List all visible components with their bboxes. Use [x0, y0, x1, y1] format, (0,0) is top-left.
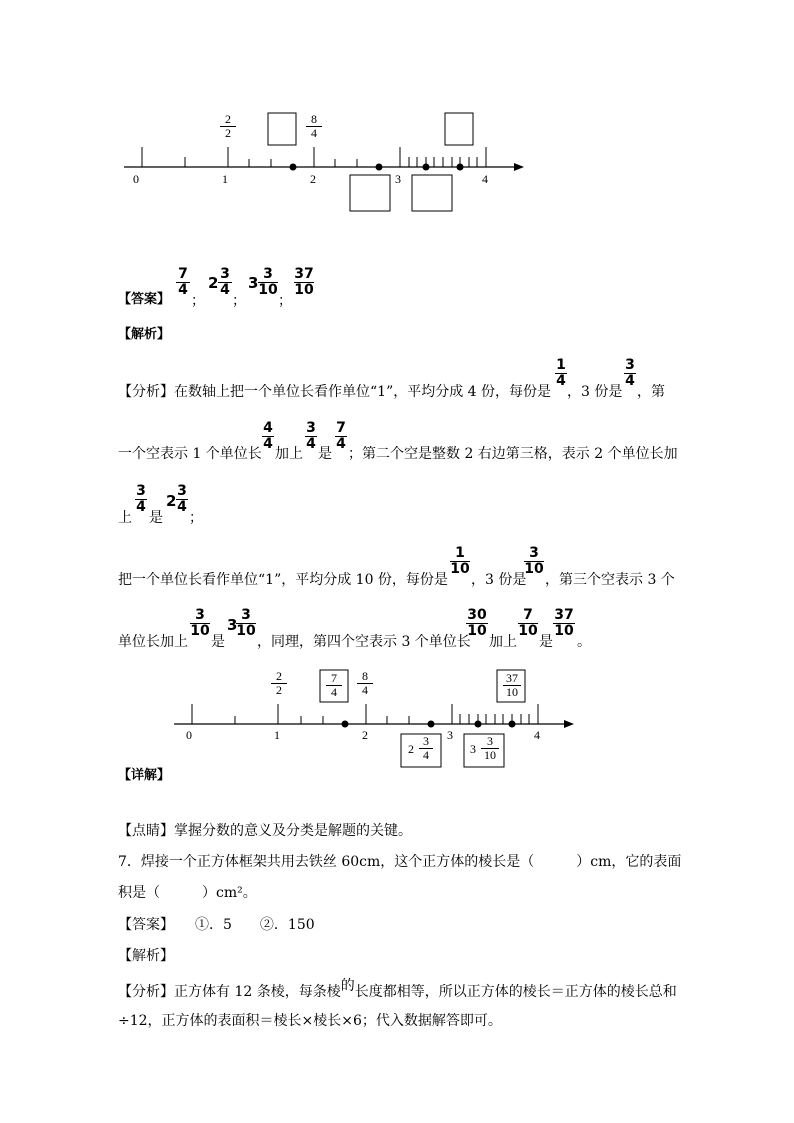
- fraction-1-4: $\frac{1}{4}$: [556, 357, 566, 389]
- point-3-3-10: [423, 164, 430, 171]
- point-37-10: [457, 164, 464, 171]
- tick-label: 0: [133, 172, 139, 186]
- number-line-2: [160, 665, 590, 775]
- question-7-line-1: 7．焊接一个正方体框架共用去铁丝 60cm，这个正方体的棱长是（ ）cm，它的表面: [118, 854, 682, 870]
- answer-fraction-3-10: $\frac{3}{10}$: [258, 266, 278, 298]
- point-3-3-10: [475, 721, 482, 728]
- dianjing-text: 【点睛】掌握分数的意义及分类是解题的关键。: [118, 823, 412, 839]
- analysis-text: ，3 份是: [471, 572, 527, 588]
- point-37-10: [509, 721, 516, 728]
- tick-label: 2: [310, 172, 316, 186]
- answer-fraction-7-4: $\frac{7}{4}$: [176, 267, 190, 298]
- box-fraction-37-10: 37 10: [503, 672, 521, 699]
- blank-box-3[interactable]: [412, 175, 452, 211]
- fraction-3-4: $\frac{3}{4}$: [177, 483, 187, 515]
- analysis-text: ；第二个空是整数 2 右边第三格，表示 2 个单位长加: [348, 446, 678, 462]
- fraction-3-10: $\frac{3}{10}$: [236, 607, 256, 639]
- analysis-text: 加上: [489, 634, 517, 650]
- analysis-text: ，同理，第四个空表示 3 个单位长: [257, 634, 471, 650]
- analysis-text: ，第三个空表示 3 个: [545, 572, 675, 588]
- answer-fraction-3-4: $\frac{3}{4}$: [218, 267, 232, 298]
- fraction-37-10: $\frac{37}{10}$: [554, 607, 574, 639]
- question-7-jiexi: 【解析】: [118, 948, 174, 964]
- mixed-whole: 2: [166, 492, 177, 510]
- jiexi-label: 【解析】: [118, 327, 171, 342]
- fraction-4-4: $\frac{4}{4}$: [263, 420, 273, 452]
- answer-fraction-37-10: $\frac{37}{10}$: [294, 266, 314, 298]
- box-fraction-7-4: 7 4: [326, 672, 342, 699]
- question-7-analysis-2: ÷12，正方体的表面积＝棱长×棱长×6；代入数据解答即可。: [118, 1013, 502, 1029]
- analysis-text: ，第: [637, 384, 665, 400]
- box-mixed-whole: 2: [408, 742, 414, 756]
- mixed-whole: 2: [208, 274, 219, 292]
- point-7-4: [290, 164, 297, 171]
- tick-label: 0: [186, 728, 192, 742]
- analysis-text: 。: [577, 634, 591, 650]
- question-7-line-2: 积是（ ）cm²。: [118, 885, 257, 901]
- fraction-30-10: $\frac{30}{10}$: [467, 607, 487, 639]
- question-7-analysis-1: 【分析】正方体有 12 条棱，每条棱的长度都相等，所以正方体的棱长＝正方体的棱长总和: [118, 978, 677, 1000]
- fraction-3-10: $\frac{3}{10}$: [524, 545, 544, 577]
- tick-label: 1: [274, 728, 280, 742]
- answer-label: 【答案】: [118, 292, 171, 307]
- blank-box-4[interactable]: [445, 113, 473, 145]
- separator: ；: [232, 293, 246, 309]
- analysis-text: 是: [539, 634, 553, 650]
- blank-box-1[interactable]: [268, 113, 296, 145]
- analysis-text: ，3 份是: [567, 384, 623, 400]
- fraction-3-4: $\frac{3}{4}$: [306, 420, 316, 452]
- fraction-2-2: 2 2: [220, 113, 236, 140]
- fraction-1-10: $\frac{1}{10}$: [450, 545, 470, 577]
- box-fraction-3-4: 3 4: [419, 735, 433, 762]
- mixed-whole: 3: [248, 274, 259, 292]
- point-2-3-4: [376, 164, 383, 171]
- tick-label: 2: [362, 728, 368, 742]
- point-2-3-4: [428, 721, 435, 728]
- fraction-8-4: 8 4: [357, 670, 373, 697]
- analysis-text: 加上: [275, 446, 303, 462]
- tick-label: 4: [482, 172, 488, 186]
- analysis-line-3: 上: [118, 510, 132, 526]
- analysis-line-1: 【分析】在数轴上把一个单位长看作单位“1”，平均分成 4 份，每份是: [118, 384, 552, 400]
- fraction-7-4: $\frac{7}{4}$: [336, 420, 346, 452]
- xiangjie-label: 【详解】: [118, 768, 171, 783]
- separator: ；: [191, 293, 205, 309]
- fraction-3-4: $\frac{3}{4}$: [625, 357, 635, 389]
- tick-label: 3: [447, 728, 453, 742]
- tick-label: 1: [222, 172, 228, 186]
- analysis-line-5: 单位长加上: [118, 634, 188, 650]
- fraction-8-4: 8 4: [306, 113, 322, 140]
- question-7-answer: 【答案】 ①．5 ②．150: [118, 917, 315, 933]
- number-line-1: [110, 105, 540, 215]
- fraction-2-2: 2 2: [271, 670, 287, 697]
- fraction-3-4: $\frac{3}{4}$: [136, 483, 146, 515]
- analysis-text: 是: [318, 446, 332, 462]
- box-fraction-3-10: 3 10: [481, 735, 499, 762]
- analysis-text: 是: [149, 510, 163, 526]
- analysis-line-2: 一个空表示 1 个单位长: [118, 446, 262, 462]
- blank-box-2[interactable]: [350, 175, 390, 211]
- mixed-whole: 3: [227, 616, 238, 634]
- tick-label: 4: [534, 728, 540, 742]
- analysis-line-4: 把一个单位长看作单位“1”，平均分成 10 份，每份是: [118, 572, 448, 588]
- analysis-text: ；: [189, 510, 203, 526]
- point-7-4: [342, 721, 349, 728]
- analysis-text: 是: [211, 634, 225, 650]
- separator: ；: [278, 293, 292, 309]
- tick-label: 3: [395, 172, 401, 186]
- fraction-3-10: $\frac{3}{10}$: [190, 607, 210, 639]
- fraction-7-10: $\frac{7}{10}$: [518, 607, 538, 639]
- box-mixed-whole: 3: [470, 742, 476, 756]
